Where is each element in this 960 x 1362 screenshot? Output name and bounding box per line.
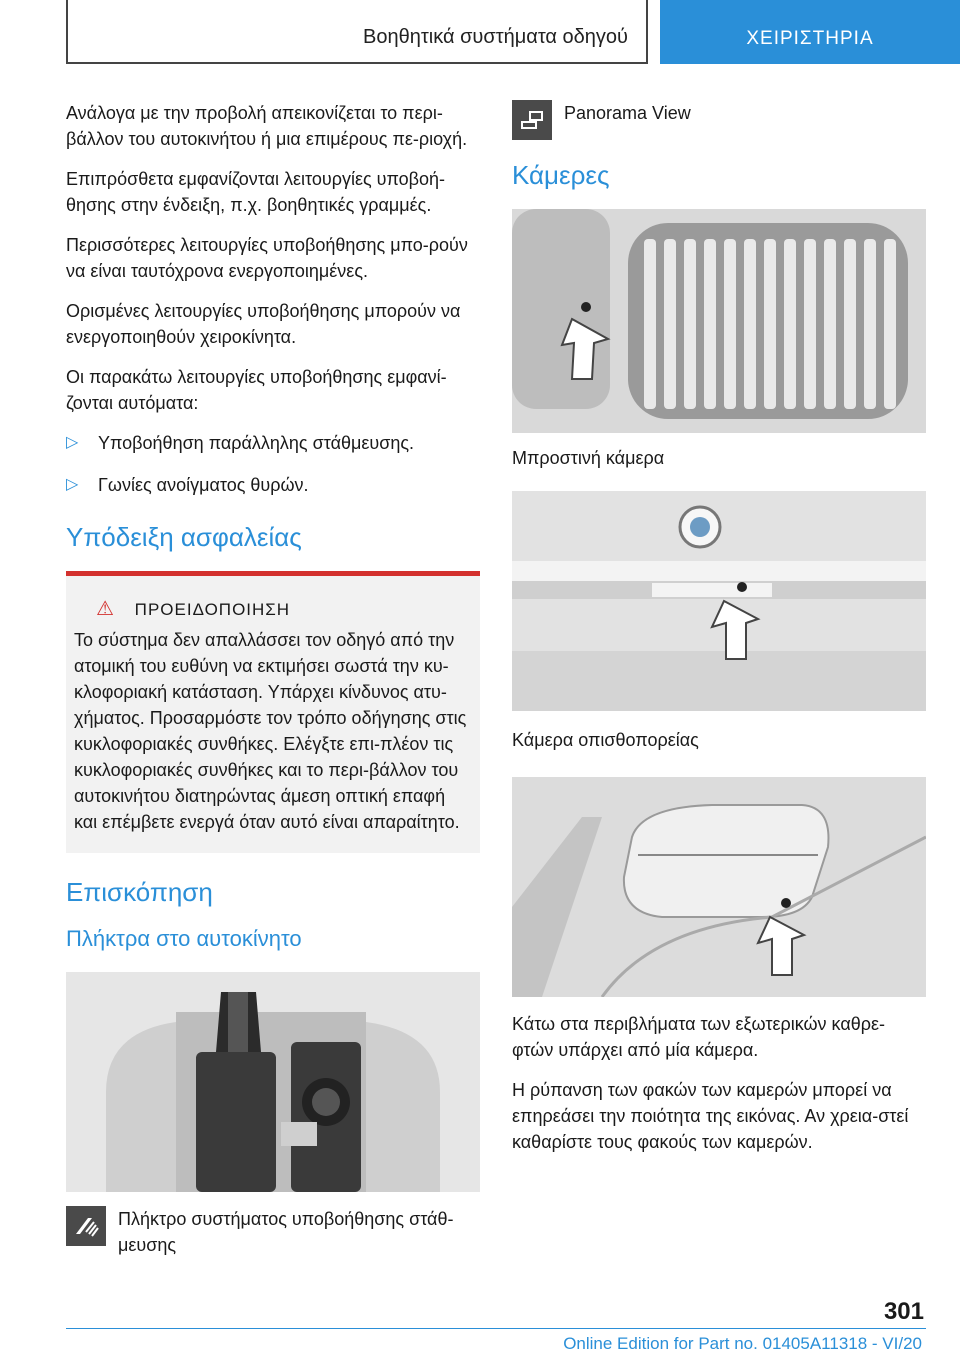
paragraph: Περισσότερες λειτουργίες υποβοήθησης μπο-ρούν να είναι ταυτόχρονα ενεργοποιημένες.	[66, 235, 468, 281]
cameras-heading: Κάμερες	[512, 160, 610, 190]
front-grille-illustration	[512, 209, 926, 433]
header-chapter-tab	[660, 0, 960, 64]
warning-text: Το σύστημα δεν απαλλάσσει τον οδηγό από την ατομική του ευθύνη να εκτιμήσει σωστά την κυ-κλοφοριακή κατάσταση. Υπάρχει κίνδυνος ατυ-χήματος. Προσαρμόστε τον τρόπο οδήγησης στις κυκλοφοριακές συνθήκες. Ελέγξτε επι-πλέον τις κυκλοφοριακές συνθήκες και το περι-βάλλον του αυτοκινήτου διατηρώντας άμεση οπτική επαφή και επέμβετε ενεργά όταν αυτό είναι απαραίτητο.	[74, 630, 467, 832]
mirror-camera-photo	[512, 777, 926, 997]
warning-title-row	[96, 596, 472, 621]
buttons-heading: Πλήκτρα στο αυτοκίνητο	[66, 926, 302, 951]
right-column	[512, 100, 926, 1169]
list-item	[66, 430, 480, 456]
overview-heading: Επισκόπηση	[66, 877, 213, 907]
center-console-photo	[66, 972, 480, 1192]
left-column	[66, 100, 480, 1266]
list-item	[66, 472, 480, 498]
panorama-view-row	[512, 100, 926, 140]
header-chapter-title: ΧΕΙΡΙΣΤΗΡΙΑ	[746, 28, 874, 49]
header-section-box	[66, 0, 648, 64]
paragraph: Ορισμένες λειτουργίες υποβοήθησης μπορούν να ενεργοποιηθούν χειροκίνητα.	[66, 301, 461, 347]
warning-title: ΠΡΟΕΙΔΟΠΟΙΗΣΗ	[134, 600, 291, 619]
bullet-triangle-icon: ▷	[66, 476, 79, 493]
front-camera-photo	[512, 209, 926, 433]
center-console-illustration	[66, 972, 480, 1192]
warning-triangle-icon: ⚠	[96, 598, 115, 620]
mirror-camera-caption: Κάτω στα περιβλήματα των εξωτερικών καθρε-φτών υπάρχει από μία κάμερα.	[512, 1014, 886, 1060]
page-number: 301	[883, 1298, 924, 1325]
paragraph: Επιπρόσθετα εμφανίζονται λειτουργίες υποβοή-θησης στην ένδειξη, π.χ. βοηθητικές γραμμές.	[66, 169, 446, 215]
panorama-view-label: Panorama View	[564, 103, 691, 123]
list-item-text: Υποβοήθηση παράλληλης στάθμευσης.	[98, 433, 415, 453]
footer-divider	[66, 1328, 926, 1329]
rear-camera-caption: Κάμερα οπισθοπορείας	[512, 730, 699, 750]
lens-cleaning-note: Η ρύπανση των φακών των καμερών μπορεί να επηρεάσει την ποιότητα της εικόνας. Αν χρεια-στεί καθαρίστε τους φακούς των καμερών.	[512, 1080, 909, 1152]
paragraph: Ανάλογα με την προβολή απεικονίζεται το περι-βάλλον του αυτοκινήτου ή μια επιμέρους πε-ριοχή.	[66, 103, 468, 149]
paragraph: Οι παρακάτω λειτουργίες υποβοήθησης εμφανί-ζονται αυτόματα:	[66, 367, 447, 413]
rear-camera-illustration	[512, 491, 926, 711]
mirror-camera-illustration	[512, 777, 926, 997]
panorama-view-icon	[512, 100, 552, 140]
safety-heading: Υπόδειξη ασφαλείας	[66, 522, 302, 552]
warning-box	[66, 571, 480, 853]
header-section-title: Βοηθητικά συστήματα οδηγού	[363, 26, 628, 48]
parking-assist-button-label: Πλήκτρο συστήματος υποβοήθησης στάθ-μευσης	[118, 1209, 454, 1255]
parking-assist-icon	[66, 1206, 106, 1246]
footer-edition: Online Edition for Part no. 01405A11318 - VI/20	[563, 1334, 922, 1353]
front-camera-caption: Μπροστινή κάμερα	[512, 448, 665, 468]
rear-camera-photo	[512, 491, 926, 711]
bullet-triangle-icon: ▷	[66, 434, 79, 451]
list-item-text: Γωνίες ανοίγματος θυρών.	[98, 475, 309, 495]
parking-assist-button-row	[66, 1206, 480, 1258]
